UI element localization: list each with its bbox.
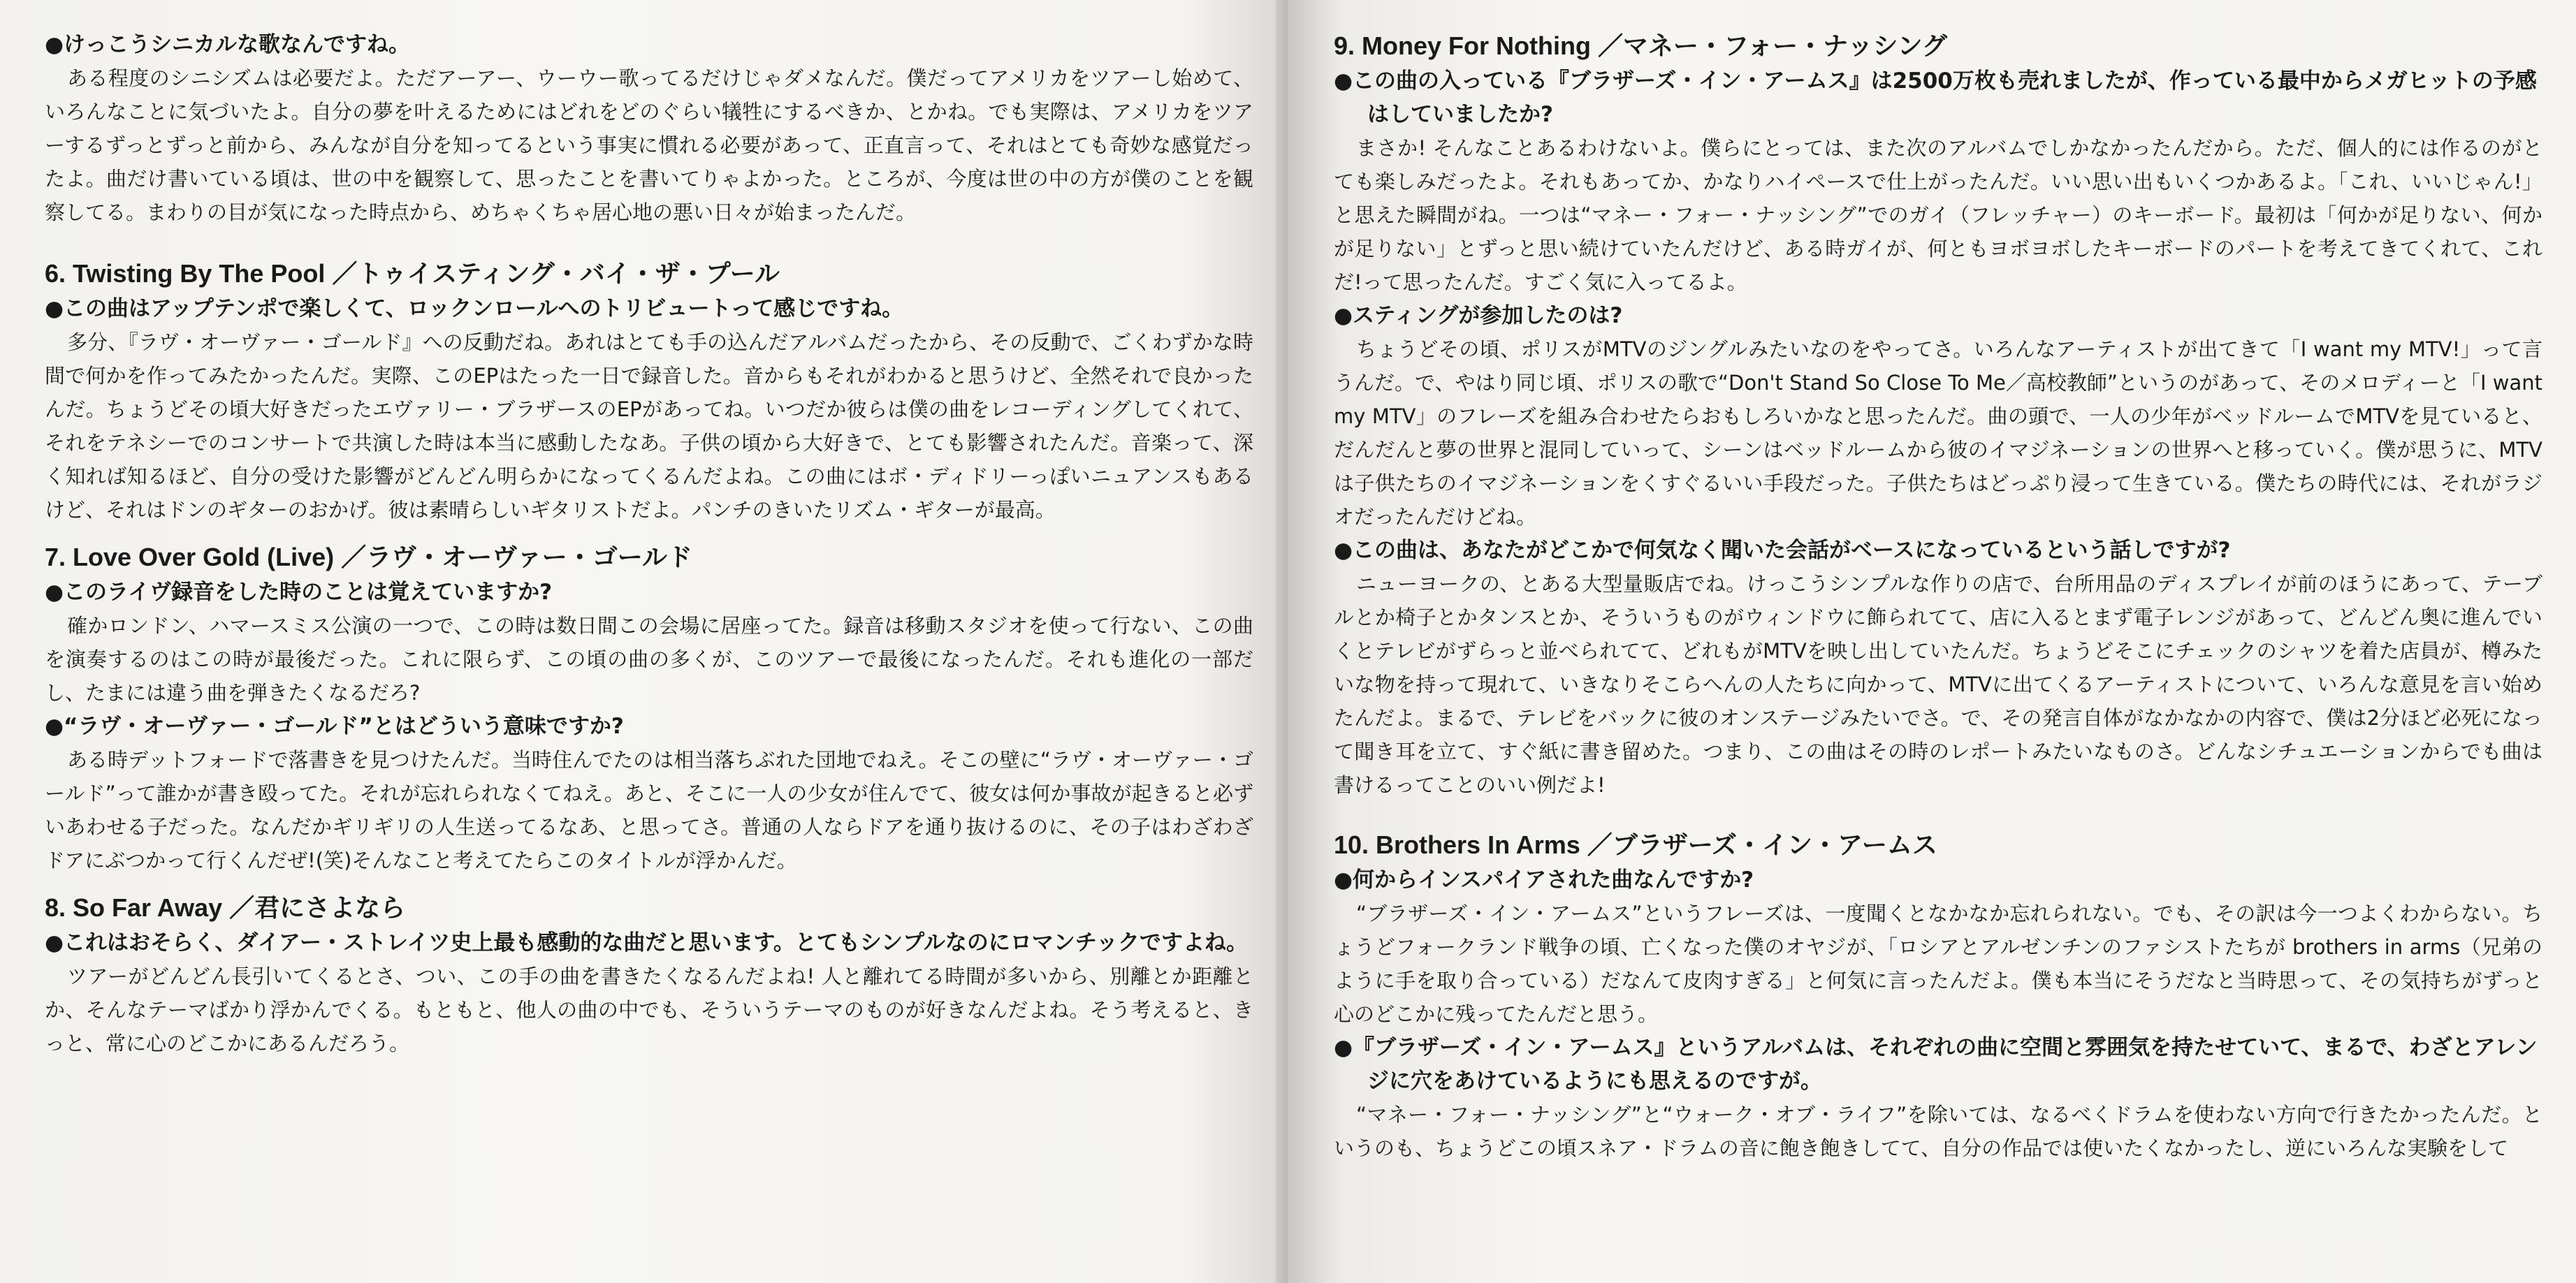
question: ●この曲はアップテンポで楽しくて、ロックンロールへのトリビュートって感じですね。	[45, 296, 904, 321]
answer: ある程度のシニシズムは必要だよ。ただアーアー、ウーウー歌ってるだけじゃダメなんだ。僕だってアメリカをツアーし始めて、いろんなことに気づいたよ。自分の夢を叶えるためにはどれをどのぐらい犠牲にするべきか、とかね。でも実際は、アメリカをツアーするずっとずっと前から、みんなが自分を知ってるという事実に慣れる必要があって、正直言って、それはとても奇妙な感覚だったよ。曲だけ書いている頃は、世の中を観察して、思ったことを書いてりゃよかった。ところが、今度は世の中の方が僕のことを観察してる。まわりの目が気になった時点から、めちゃくちゃ居心地の悪い日々が始まったんだ。	[45, 66, 1253, 224]
track-heading: 9. Money For Nothing ／マネー・フォー・ナッシング	[1334, 31, 1947, 60]
track-heading: 7. Love Over Gold (Live) ／ラヴ・オーヴァー・ゴールド	[45, 543, 693, 571]
question: ●何からインスパイアされた曲なんですか?	[1334, 867, 1754, 893]
answer: ちょうどその頃、ポリスがMTVのジングルみたいなのをやってさ。いろんなアーティストが出てきて「I want my MTV!」って言うんだ。で、やはり同じ頃、ポリスの歌で“Don't Stand So Close To Me／高校教師”というのがあって、そのメロディーと「I want my MTV」のフレーズを組み合わせたらおもしろいかなと思ったんだ。曲の頭で、一人の少年がベッドルームでMTVを見ていると、だんだんと夢の世界と混同していって、シーンはベッドルームから彼のイマジネーションの世界へと移っていく。僕が思うに、MTVは子供たちのイマジネーションをくすぐるいい手段だった。子供たちはどっぷり浸って生きている。僕たちの時代には、それがラジオだったんだけどね。	[1334, 337, 2542, 529]
track-7-block	[45, 539, 1253, 877]
track-heading: 10. Brothers In Arms ／ブラザーズ・イン・アームス	[1334, 830, 1937, 859]
right-column	[1334, 28, 2542, 1165]
answer: まさか! そんなことあるわけないよ。僕らにとっては、また次のアルバムでしかなかったんだから。ただ、個人的には作るのがとても楽しみだったよ。それもあってか、かなりハイペースで仕上がったんだ。いい思い出もいくつかあるよ。「これ、いいじゃん!」と思えた瞬間がね。一つは“マネー・フォー・ナッシング”でのガイ（フレッチャー）のキーボード。最初は「何かが足りない、何かが足りない」とずっと思い続けていたんだけど、ある時ガイが、何ともヨボヨボしたキーボードのパートを考えてきてくれて、これだ!って思ったんだ。すごく気に入ってるよ。	[1334, 136, 2542, 294]
question: ●スティングが参加したのは?	[1334, 303, 1623, 328]
answer: “ブラザーズ・イン・アームス”というフレーズは、一度聞くとなかなか忘れられない。でも、その訳は今一つよくわからない。ちょうどフォークランド戦争の頃、亡くなった僕のオヤジが、「ロシアとアルゼンチンのファシストたちが brothers in arms（兄弟のように手を取り合っている）だなんて皮肉すぎる」と何気に言ったんだよ。僕も本当にそうだなと当時思って、その気持ちがずっと心のどこかに残ってたんだと思う。	[1334, 902, 2542, 1026]
answer: “マネー・フォー・ナッシング”と“ウォーク・オブ・ライフ”を除いては、なるべくドラムを使わない方向で行きたかったんだ。というのも、ちょうどこの頃スネア・ドラムの音に飽き飽きしてて、自分の作品では使いたくなかったし、逆にいろんな実験をして	[1334, 1103, 2542, 1160]
track-10-block	[1334, 827, 2542, 1165]
track-6-block	[45, 256, 1253, 527]
question: ●この曲は、あなたがどこかで何気なく聞いた会話がベースになっているという話しですが?	[1334, 538, 2231, 563]
answer: ニューヨークの、とある大型量販店でね。けっこうシンプルな作りの店で、台所用品のディスプレイが前のほうにあって、テーブルとか椅子とかタンスとか、そういうものがウィンドウに飾られてて、店に入るとまず電子レンジがあって、どんどん奥に進んでいくとテレビがずらっと並べられてて、どれもがMTVを映し出していたんだ。ちょうどそこにチェックのシャツを着た店員が、樽みたいな物を持って現れて、いきなりそこらへんの人たちに向かって、MTVに出てくるアーティストについて、いろんな意見を言い始めたんだよ。まるで、テレビをバックに彼のオンステージみたいでさ。で、その発言自体がなかなかの内容で、僕は2分ほど必死になって聞き耳を立て、すぐ紙に書き留めた。つまり、この曲はその時のレポートみたいなものさ。どんなシチュエーションからでも曲は書けるってことのいい例だよ!	[1334, 572, 2542, 797]
question: ●この曲の入っている『ブラザーズ・イン・アームス』は2500万枚も売れましたが、作っている最中からメガヒットの予感はしていましたか?	[1334, 68, 2537, 127]
answer: ある時デットフォードで落書きを見つけたんだ。当時住んでたのは相当落ちぶれた団地でねえ。そこの壁に“ラヴ・オーヴァー・ゴールド”って誰かが書き殴ってた。それが忘れられなくてねえ。あと、そこに一人の少女が住んでて、彼女は何か事故が起きると必ずいあわせる子だった。なんだかギリギリの人生送ってるなあ、と思ってさ。普通の人ならドアを通り抜けるのに、その子はわざわざドアにぶつかって行くんだぜ!(笑)そんなこと考えてたらこのタイトルが浮かんだ。	[45, 748, 1253, 872]
track-heading: 6. Twisting By The Pool ／トゥイスティング・バイ・ザ・プール	[45, 259, 780, 288]
track-8-block	[45, 890, 1253, 1060]
right-page	[1288, 0, 2576, 1283]
track-heading: 8. So Far Away ／君にさよなら	[45, 893, 406, 922]
answer: 確かロンドン、ハマースミス公演の一つで、この時は数日間この会場に居座ってた。録音は移動スタジオを使って行ない、この曲を演奏するのはこの時が最後だった。これに限らず、この頃の曲の多くが、このツアーで最後になったんだ。それも進化の一部だし、たまには違う曲を弾きたくなるだろ?	[45, 614, 1253, 705]
cynical-block	[45, 28, 1253, 229]
question: ●これはおそらく、ダイアー・ストレイツ史上最も感動的な曲だと思います。とてもシンプルなのにロマンチックですよね。	[45, 930, 1248, 955]
answer: 多分、『ラヴ・オーヴァー・ゴールド』への反動だね。あれはとても手の込んだアルバムだったから、その反動で、ごくわずかな時間で何かを作ってみたかったんだ。実際、このEPはたった一日で録音した。音からもそれがわかると思うけど、全然それで良かったんだ。ちょうどその頃大好きだったエヴァリー・ブラザースのEPがあってね。いつだか彼らは僕の曲をレコーディングしてくれて、それをテネシーでのコンサートで共演した時は本当に感動したなあ。子供の頃から大好きで、とても影響されたんだ。音楽って、深く知れば知るほど、自分の受けた影響がどんどん明らかになってくるんだよね。この曲にはボ・ディドリーっぽいニュアンスもあるけど、それはドンのギターのおかげ。彼は素晴らしいギタリストだよ。パンチのきいたリズム・ギターが最高。	[45, 330, 1253, 522]
left-column	[45, 28, 1253, 1060]
question: ●“ラヴ・オーヴァー・ゴールド”とはどういう意味ですか?	[45, 714, 624, 739]
question: ●『ブラザーズ・イン・アームス』というアルバムは、それぞれの曲に空間と雰囲気を持たせていて、まるで、わざとアレンジに穴をあけているようにも思えるのですが。	[1334, 1035, 2538, 1094]
question: ●けっこうシニカルな歌なんですね。	[45, 32, 411, 57]
question: ●このライヴ録音をした時のことは覚えていますか?	[45, 580, 553, 605]
track-9-block	[1334, 28, 2542, 802]
answer: ツアーがどんどん長引いてくるとさ、つい、この手の曲を書きたくなるんだよね! 人と離れてる時間が多いから、別離とか距離とか、そんなテーマばかり浮かんでくる。もともと、他人の曲の中でも、そういうテーマのものが好きなんだよね。そう考えると、きっと、常に心のどこかにあるんだろう。	[45, 965, 1253, 1055]
